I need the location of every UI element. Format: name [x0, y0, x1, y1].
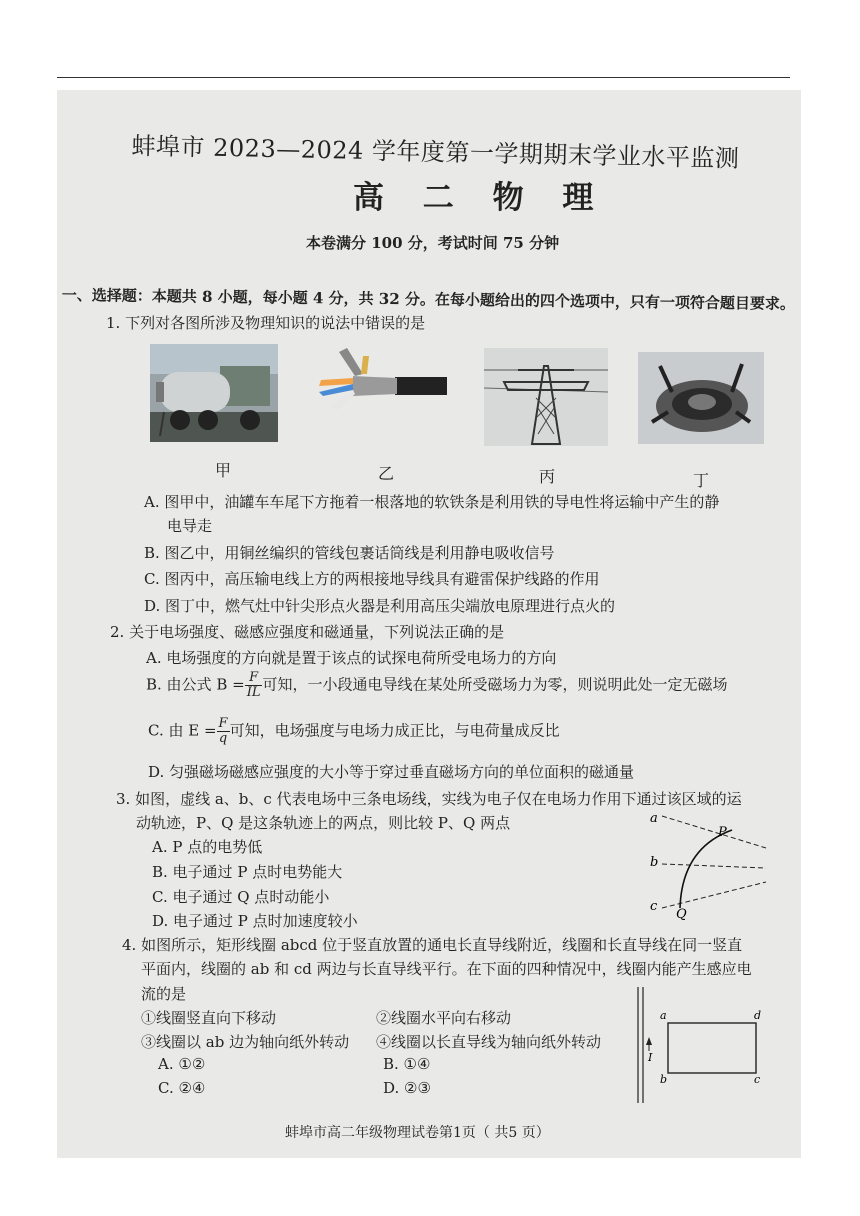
- q1-photo-shielded-cable: [313, 340, 448, 430]
- q3-electron-trajectory: [680, 830, 732, 908]
- q2-c-denominator: q: [218, 731, 228, 746]
- q1-photo-gas-stove: [638, 352, 764, 444]
- q2-c-numerator: F: [218, 716, 228, 731]
- q2-stem: 2. 关于电场强度、磁感应强度和磁通量，下列说法正确的是: [110, 623, 505, 641]
- q4-stem-line3: 流的是: [141, 985, 187, 1003]
- q2-b-numerator: F: [245, 671, 263, 686]
- q1-photo-tanker-truck: [150, 344, 278, 442]
- q1-stem: 1. 下列对各图所涉及物理知识的说法中错误的是: [106, 314, 426, 332]
- q4-option-c: C. ②④: [158, 1079, 206, 1097]
- q2-b-denominator: IL: [246, 685, 261, 700]
- top-rule: [57, 77, 790, 78]
- q3-label-p: P: [718, 825, 727, 840]
- exam-title: 蚌埠市 2023—2024 学年度第一学期期末学业水平监测: [131, 131, 740, 173]
- q3-option-b: B. 电子通过 P 点时电势能大: [152, 863, 343, 881]
- subject-title: 高 二 物 理: [353, 180, 608, 216]
- q4-label-a: a: [660, 1009, 667, 1022]
- q3-field-line-c: [662, 882, 766, 908]
- q2-option-b-fraction: [245, 671, 263, 700]
- q3-field-line-a: [662, 816, 766, 848]
- q1-photo-transmission-tower: [484, 348, 608, 446]
- q4-label-c: c: [754, 1073, 761, 1086]
- q3-option-a: A. P 点的电势低: [152, 838, 263, 856]
- section-heading: 一、选择题：本题共 8 小题，每小题 4 分，共 32 分。在每小题给出的四个选项中，只有一项符合题目要求。: [61, 285, 796, 313]
- q4-rectangular-coil: [668, 1023, 756, 1073]
- q4-option-b: B. ①④: [383, 1055, 431, 1073]
- q3-stem-line1: 3. 如图，虚线 a、b、c 代表电场中三条电场线，实线为电子仅在电场力作用下通过该区域的运: [116, 790, 742, 808]
- q4-label-d: d: [754, 1009, 762, 1022]
- q2-option-b-pre: B. 由公式 B =: [146, 675, 245, 694]
- q3-label-a: a: [650, 811, 658, 826]
- q4-case-4: ④线圈以长直导线为轴向纸外转动: [376, 1033, 602, 1051]
- q4-current-arrow: [646, 1037, 652, 1045]
- q1-caption-bing: 丙: [539, 467, 556, 486]
- q4-case-3: ③线圈以 ab 边为轴向纸外转动: [141, 1033, 350, 1051]
- q1-option-d: D. 图丁中，燃气灶中针尖形点火器是利用高压尖端放电原理进行点火的: [144, 597, 616, 615]
- q4-coil-diagram: [630, 985, 770, 1105]
- q1-option-c: C. 图丙中，高压输电线上方的两根接地导线具有避雷保护线路的作用: [144, 570, 600, 588]
- q2-option-a: A. 电场强度的方向就是置于该点的试探电荷所受电场力的方向: [146, 649, 557, 667]
- q4-label-i: I: [648, 1051, 653, 1064]
- q3-label-q: Q: [676, 907, 687, 920]
- q1-caption-jia: 甲: [215, 461, 232, 480]
- q4-case-1: ①线圈竖直向下移动: [141, 1009, 277, 1027]
- q2-option-b-post: 可知，一小段通电导线在某处所受磁场力为零，则说明此处一定无磁场: [262, 675, 728, 694]
- q1-option-a: A. 图甲中，油罐车车尾下方拖着一根落地的软铁条是利用铁的导电性将运输中产生的静: [144, 493, 720, 511]
- q3-label-b: b: [650, 855, 659, 870]
- q3-label-c: c: [650, 899, 658, 914]
- q3-field-diagram: [640, 808, 772, 920]
- q4-stem-line1: 4. 如图所示，矩形线圈 abcd 位于竖直放置的通电长直导线附近，线圈和长直导线在同一竖直: [122, 936, 743, 954]
- q2-option-c-post: 可知，电场强度与电场力成正比，与电荷量成反比: [229, 721, 560, 740]
- q2-option-c-pre: C. 由 E =: [148, 721, 217, 740]
- q3-option-c: C. 电子通过 Q 点时动能小: [152, 888, 330, 906]
- q4-option-d: D. ②③: [383, 1079, 431, 1097]
- q2-option-d: D. 匀强磁场磁感应强度的大小等于穿过垂直磁场方向的单位面积的磁通量: [148, 763, 635, 781]
- q2-option-c: [148, 717, 560, 746]
- q1-caption-yi: 乙: [378, 464, 395, 483]
- q4-label-b: b: [660, 1073, 668, 1086]
- q2-option-c-fraction: [217, 717, 230, 746]
- q3-stem-line2: 动轨迹，P、Q 是这条轨迹上的两点，则比较 P、Q 两点: [136, 814, 511, 832]
- page-footer: 蚌埠市高二年级物理试卷第1页（ 共5 页）: [285, 1125, 550, 1141]
- q3-field-line-b: [662, 864, 766, 868]
- q4-stem-line2: 平面内，线圈的 ab 和 cd 两边与长直导线平行。在下面的四种情况中，线圈内能产生感应电: [141, 960, 752, 978]
- q2-option-b: [146, 671, 727, 700]
- q1-option-b: B. 图乙中，用铜丝编织的管线包裹话筒线是利用静电吸收信号: [144, 544, 555, 562]
- exam-note: 本卷满分 100 分，考试时间 75 分钟: [306, 234, 560, 252]
- q1-caption-ding: 丁: [693, 471, 710, 490]
- q4-case-2: ②线圈水平向右移动: [376, 1009, 512, 1027]
- q1-option-a-cont: 电导走: [167, 517, 213, 535]
- q3-option-d: D. 电子通过 P 点时加速度较小: [152, 912, 358, 930]
- q4-option-a: A. ①②: [158, 1055, 206, 1073]
